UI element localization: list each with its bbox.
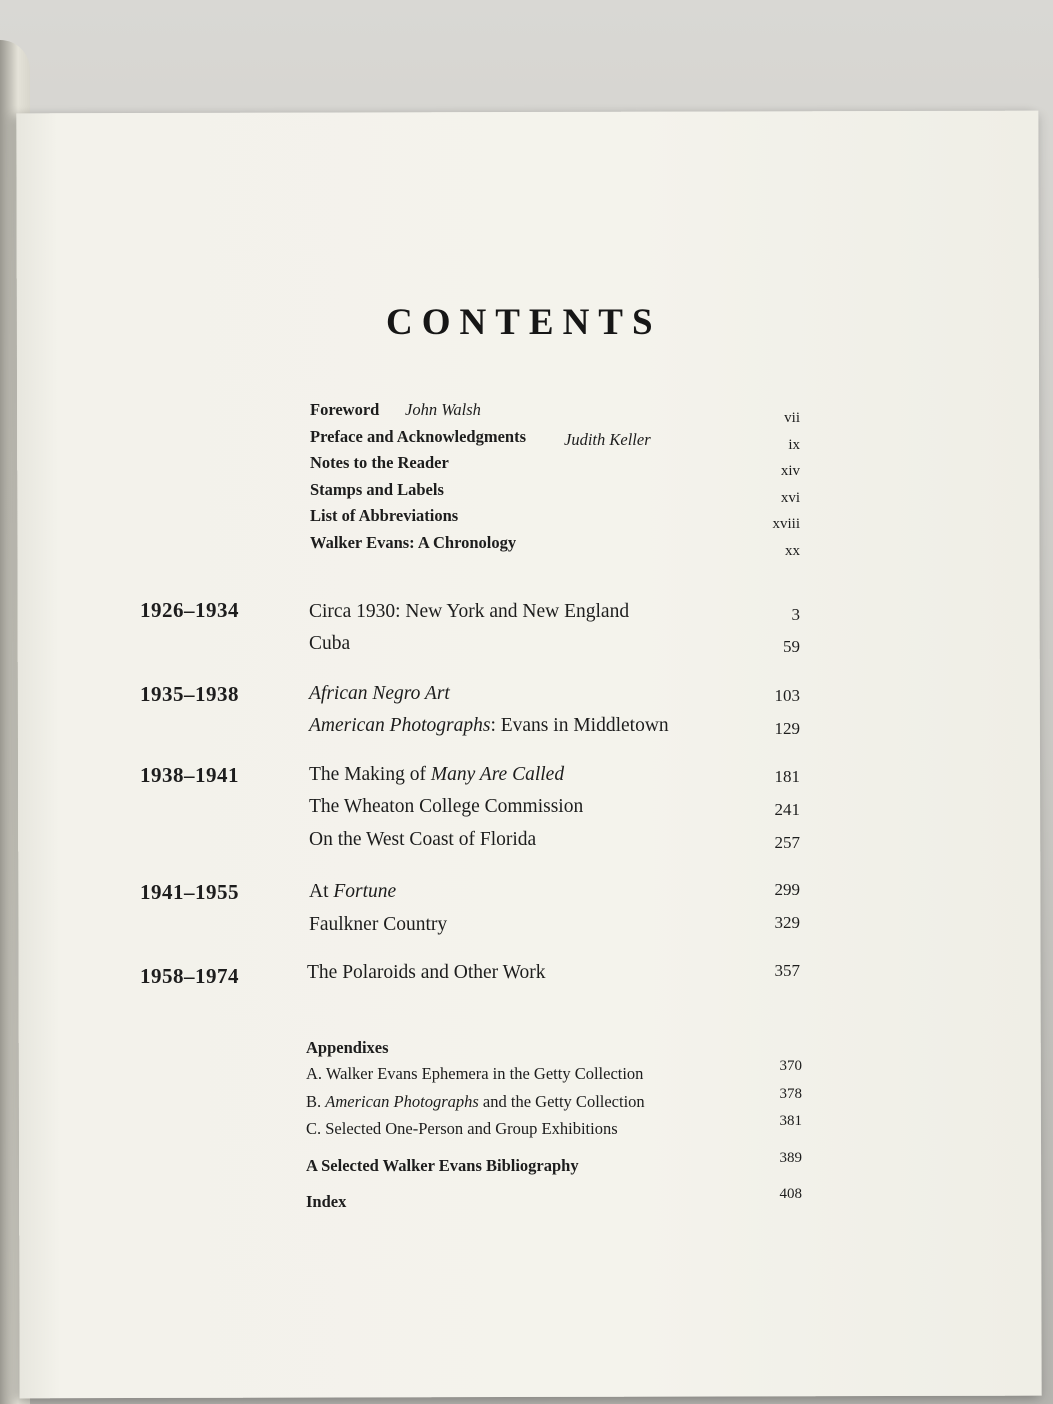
entry-title-italic: Fortune: [333, 881, 397, 902]
toc-entry[interactable]: [140, 682, 800, 715]
entry-title: Walker Evans: A Chronology: [310, 532, 517, 552]
entry-title: The Wheaton College Commission: [309, 796, 584, 817]
entry-title: List of Abbreviations: [310, 506, 459, 526]
entry-title: On the West Coast of Florida: [309, 829, 537, 850]
page-title: CONTENTS: [386, 301, 662, 343]
entry-title: Faulkner Country: [309, 914, 448, 935]
entry-title-rest: and the Getty Collection: [478, 1091, 645, 1111]
entry-title: A. Walker Evans Ephemera in the Getty Collection: [306, 1064, 644, 1083]
entry-page-number: 3: [791, 605, 800, 624]
entry-title: [309, 715, 669, 737]
entry-page-number: ix: [788, 436, 800, 453]
entry-page-number: 370: [779, 1058, 802, 1074]
part-years: 1926–1934: [140, 598, 239, 622]
entry-title: Notes to the Reader: [310, 453, 449, 473]
entry-title-prefix: At: [309, 881, 334, 902]
entry-page-number: 389: [779, 1150, 802, 1166]
part-years: 1941–1955: [140, 880, 239, 904]
entry-page-number: 59: [783, 637, 800, 656]
toc-entry[interactable]: [310, 427, 800, 454]
toc-entry[interactable]: [306, 1085, 802, 1118]
part-years: 1958–1974: [140, 964, 239, 988]
toc-entry[interactable]: [140, 715, 800, 748]
entry-title-italic: American Photographs: [325, 1091, 479, 1111]
toc-entry[interactable]: [140, 880, 800, 913]
toc-part: [140, 682, 800, 748]
entry-title-italic: African Negro Art: [309, 683, 450, 704]
toc-entry[interactable]: [140, 631, 800, 664]
entry-title: [309, 764, 564, 786]
entry-page-number: 181: [774, 767, 800, 786]
entry-title: Circa 1930: New York and New England: [309, 601, 630, 622]
appendixes-heading: Appendixes: [306, 1038, 389, 1057]
toc-entry-index[interactable]: [306, 1186, 802, 1222]
entry-title-prefix: The Making of: [309, 764, 431, 785]
toc-part: [140, 598, 800, 664]
front-matter-list: [310, 400, 800, 560]
toc-entry[interactable]: [140, 962, 800, 995]
entry-title: The Polaroids and Other Work: [307, 962, 546, 983]
entry-page-number: 378: [779, 1085, 802, 1102]
toc-entry[interactable]: [310, 480, 800, 507]
part-years: 1938–1941: [140, 763, 239, 787]
entry-title: C. Selected One-Person and Group Exhibitions: [306, 1119, 618, 1138]
entry-title-prefix: B.: [306, 1091, 326, 1111]
entry-author: John Walsh: [405, 400, 481, 419]
entry-title-rest: : Evans in Middletown: [490, 715, 669, 736]
toc-entry[interactable]: [310, 400, 800, 427]
entry-page-number: 408: [779, 1186, 802, 1202]
part-years: 1935–1938: [140, 682, 239, 706]
entry-title: [306, 1092, 645, 1112]
toc-entry-bibliography[interactable]: [306, 1150, 802, 1186]
entry-page-number: 103: [774, 686, 800, 705]
toc-entry[interactable]: [310, 506, 800, 533]
entry-page-number: 299: [774, 880, 800, 899]
entry-page-number: 241: [774, 800, 800, 819]
toc-entry[interactable]: [140, 763, 800, 796]
toc-entry[interactable]: [310, 453, 800, 480]
entry-title: Cuba: [309, 633, 351, 654]
entry-page-number: xvi: [780, 489, 800, 506]
entry-page-number: 257: [774, 833, 800, 852]
entry-title: [309, 881, 396, 903]
entry-page-number: xviii: [772, 516, 800, 533]
entry-title: [309, 683, 450, 705]
entry-page-number: 129: [774, 719, 800, 738]
entry-page-number: xx: [785, 542, 800, 559]
toc-entry[interactable]: [140, 829, 800, 862]
entry-title: Index: [306, 1192, 347, 1211]
toc-part: [140, 880, 800, 946]
appendixes-list: [306, 1058, 802, 1145]
entry-title: Preface and Acknowledgments: [310, 426, 527, 446]
toc-entry[interactable]: [306, 1113, 802, 1145]
toc-entry[interactable]: [306, 1058, 802, 1090]
entry-title: A Selected Walker Evans Bibliography: [306, 1156, 579, 1175]
entry-author: Judith Keller: [564, 429, 651, 449]
toc-entry[interactable]: [310, 533, 800, 560]
entry-page-number: 329: [774, 913, 800, 932]
toc-part: [140, 763, 800, 862]
entry-title-italic: American Photographs: [309, 715, 491, 736]
entry-title: Foreword: [310, 400, 380, 419]
toc-entry[interactable]: [140, 913, 800, 946]
entry-page-number: vii: [784, 410, 800, 426]
entry-page-number: 357: [774, 961, 800, 980]
entry-title-italic: Many Are Called: [430, 764, 565, 785]
toc-part: [140, 962, 800, 995]
toc-entry[interactable]: [140, 796, 800, 829]
toc-entry[interactable]: [140, 598, 800, 631]
entry-page-number: 381: [779, 1113, 802, 1129]
entry-page-number: xiv: [780, 463, 800, 480]
entry-title: Stamps and Labels: [310, 479, 444, 499]
